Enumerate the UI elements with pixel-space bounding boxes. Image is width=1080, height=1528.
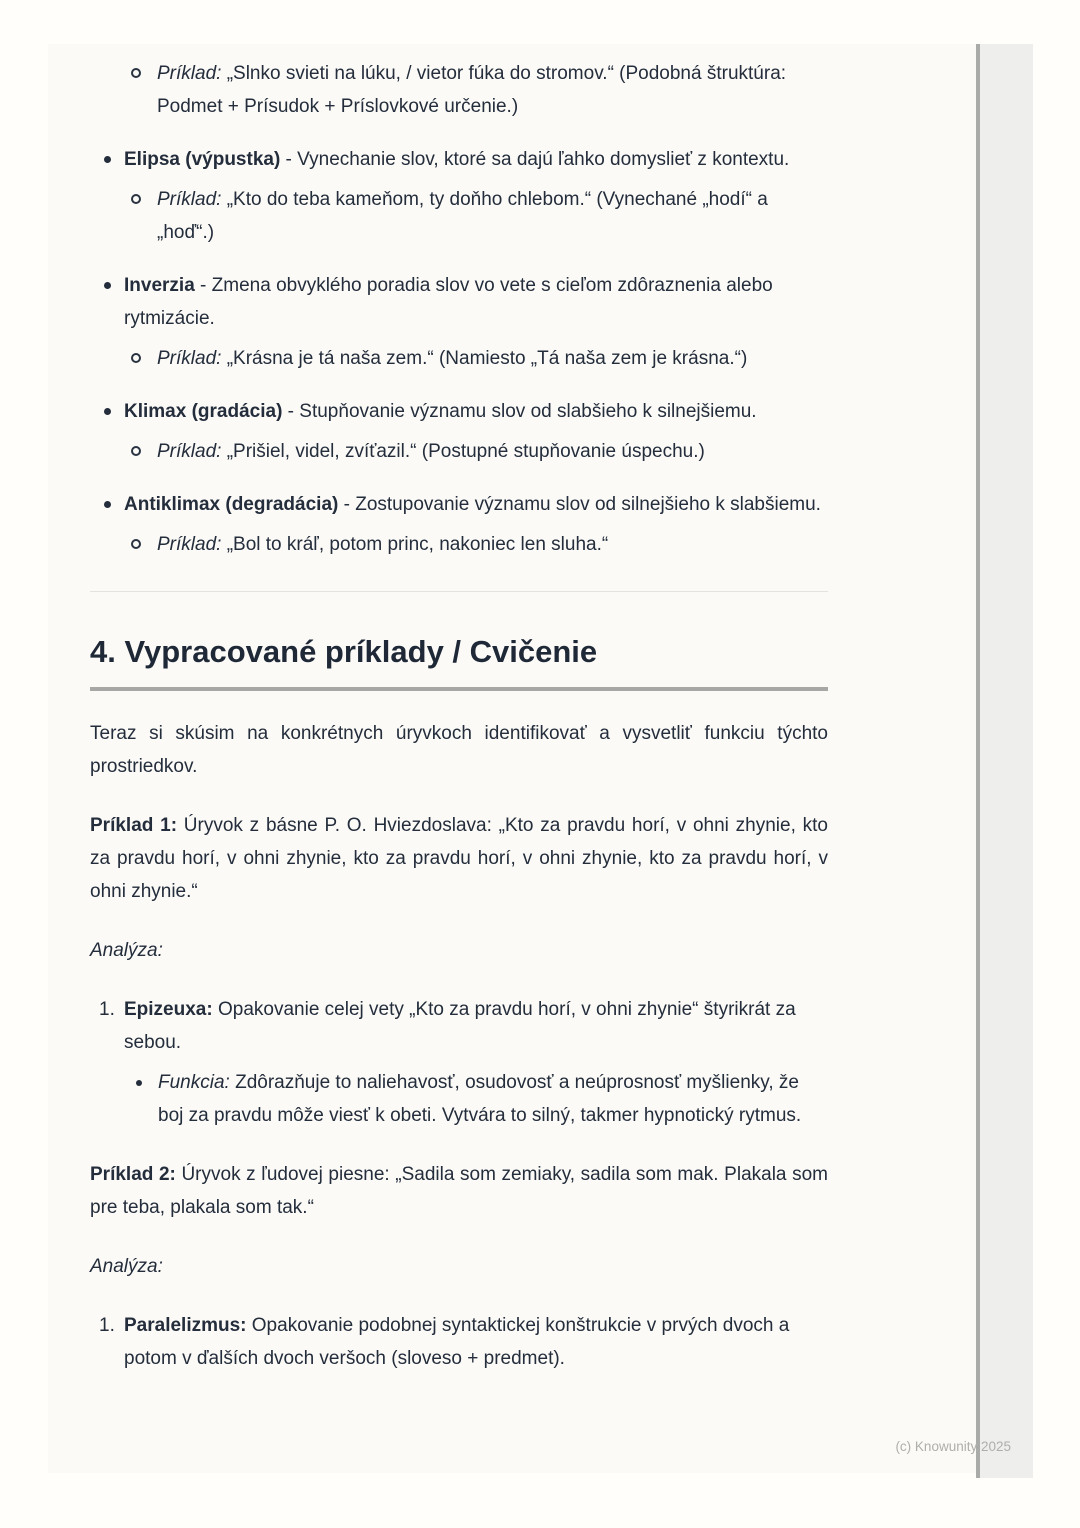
list-number: 1. <box>99 1315 115 1336</box>
circle-bullet-icon <box>131 446 141 456</box>
section-heading: 4. Vypracované príklady / Cvičenie <box>90 632 828 691</box>
next-page-edge <box>980 44 1033 1478</box>
device-desc: - Zostupovanie významu slov od silnejšieho k slabšiemu. <box>338 494 821 515</box>
bullet-icon <box>104 408 111 415</box>
analysis-term: Epizeuxa: <box>124 999 213 1020</box>
device-term: Elipsa (výpustka) <box>124 149 281 170</box>
section-divider <box>90 591 828 592</box>
circle-bullet-icon <box>131 68 141 78</box>
watermark-copyright: (c) Knowunity 2025 <box>895 1439 1011 1454</box>
device-example-list <box>124 435 828 468</box>
list-item-antiklimax-example <box>124 528 828 561</box>
list-number: 1. <box>99 999 115 1020</box>
circle-bullet-icon <box>131 539 141 549</box>
analysis1-list <box>90 993 828 1132</box>
bullet-icon <box>104 501 111 508</box>
circle-bullet-icon <box>131 353 141 363</box>
example-text: „Prišiel, videl, zvíťazil.“ (Postupné stupňovanie úspechu.) <box>221 441 705 462</box>
example1-text: Úryvok z básne P. O. Hviezdoslava: „Kto za pravdu horí, v ohni zhynie, kto za pravdu horí, v ohni zhynie, kto za pravdu horí, v ohni zhynie, kto za pravdu horí, v ohni zhynie.“ <box>90 815 828 902</box>
bullet-icon <box>136 1080 142 1086</box>
list-item-elipsa <box>90 143 828 249</box>
bullet-icon <box>104 282 111 289</box>
analysis1-label: Analýza: <box>90 940 163 961</box>
intro-paragraph: Teraz si skúsim na konkrétnych úryvkoch identifikovať a vysvetliť funkciu týchto prostriedkov. <box>90 723 828 777</box>
analysis-text: Opakovanie celej vety „Kto za pravdu horí, v ohni zhynie“ štyrikrát za sebou. <box>124 999 796 1053</box>
list-item-elipsa-example <box>124 183 828 249</box>
example2-paragraph <box>90 1158 828 1224</box>
example-lead: Príklad: <box>157 63 222 84</box>
devices-list <box>90 143 828 561</box>
device-example-list <box>124 183 828 249</box>
circle-bullet-icon <box>131 194 141 204</box>
example1-paragraph <box>90 809 828 908</box>
example-text: „Krásna je tá naša zem.“ (Namiesto „Tá naša zem je krásna.“) <box>221 348 748 369</box>
example2-text: Úryvok z ľudovej piesne: „Sadila som zemiaky, sadila som mak. Plakala som pre teba, plakala som tak.“ <box>90 1164 828 1218</box>
example-text: „Kto do teba kameňom, ty doňho chlebom.“ (Vynechané „hodí“ a „hoď“.) <box>157 189 768 243</box>
list-item-klimax-example <box>124 435 828 468</box>
funkcia-text: Zdôrazňuje to naliehavosť, osudovosť a neúprosnosť myšlienky, že boj za pravdu môže viesť k obeti. Vytvára to silný, takmer hypnotický rytmus. <box>158 1072 802 1126</box>
example-lead: Príklad: <box>157 189 222 210</box>
analysis-text: Opakovanie podobnej syntaktickej konštrukcie v prvých dvoch a potom v ďalších dvoch veršoch (sloveso + predmet). <box>124 1315 790 1369</box>
device-term: Antiklimax (degradácia) <box>124 494 339 515</box>
analysis2-label: Analýza: <box>90 1256 163 1277</box>
document-page <box>48 44 976 1473</box>
example-text: „Slnko svieti na lúku, / vietor fúka do stromov.“ (Podobná štruktúra: Podmet + Prísudok + Príslovkové určenie.) <box>157 63 787 117</box>
example-text: „Bol to kráľ, potom princ, nakoniec len sluha.“ <box>221 534 609 555</box>
analysis2-list <box>90 1309 828 1375</box>
list-item-epizeuxa <box>90 993 828 1132</box>
device-term: Inverzia <box>124 275 195 296</box>
page-content <box>90 57 828 1375</box>
device-desc: - Zmena obvyklého poradia slov vo vete s cieľom zdôraznenia alebo rytmizácie. <box>124 275 773 329</box>
funkcia-lead: Funkcia: <box>158 1072 230 1093</box>
device-term: Klimax (gradácia) <box>124 401 283 422</box>
example-lead: Príklad: <box>157 534 222 555</box>
list-item-funkcia <box>124 1066 828 1132</box>
example2-lead: Príklad 2: <box>90 1164 176 1185</box>
list-item-paralelizmus <box>90 1309 828 1375</box>
list-item-antiklimax <box>90 488 828 561</box>
list-item-klimax <box>90 395 828 468</box>
analysis-sub-list <box>124 1066 828 1132</box>
list-item-example-paralelizmus-verse <box>90 57 828 123</box>
device-desc: - Vynechanie slov, ktoré sa dajú ľahko domyslieť z kontextu. <box>280 149 790 170</box>
list-item-inverzia-example <box>124 342 828 375</box>
analysis-term: Paralelizmus: <box>124 1315 247 1336</box>
example-lead: Príklad: <box>157 348 222 369</box>
example-lead: Príklad: <box>157 441 222 462</box>
device-desc: - Stupňovanie významu slov od slabšieho k silnejšiemu. <box>282 401 757 422</box>
device-example-list <box>124 528 828 561</box>
example1-lead: Príklad 1: <box>90 815 178 836</box>
device-example-list <box>124 342 828 375</box>
list-item-inverzia <box>90 269 828 375</box>
bullet-icon <box>104 156 111 163</box>
